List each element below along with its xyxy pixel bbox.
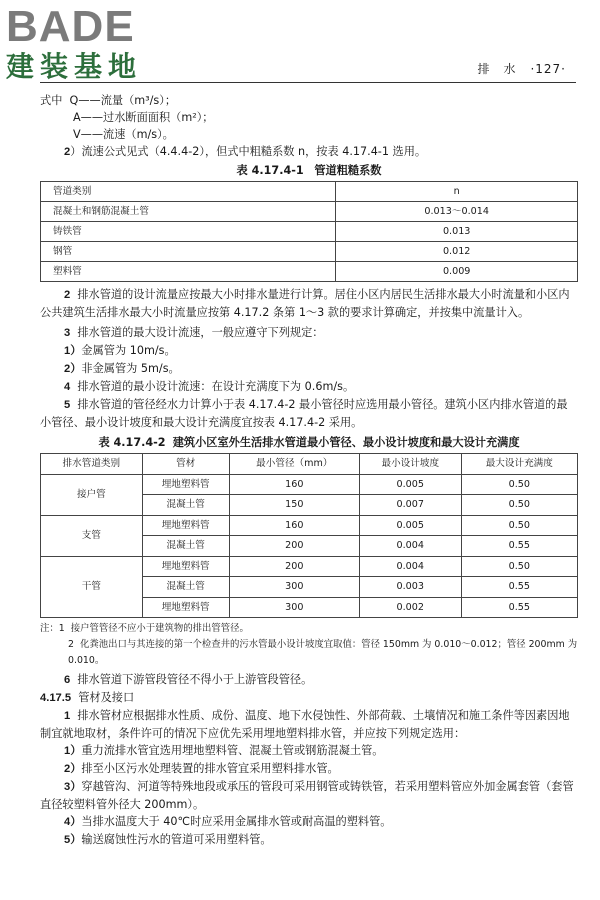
brand-logo bbox=[6, 4, 142, 84]
table1-caption-num: 表 4.17.4-1 bbox=[236, 164, 304, 177]
table-cell: 0.013 bbox=[336, 222, 578, 242]
table-cell: 0.005 bbox=[359, 474, 461, 495]
table-category-cell: 干管 bbox=[41, 556, 143, 618]
item-num: 4） bbox=[64, 816, 82, 828]
formula-def-q bbox=[40, 92, 578, 109]
item-num: 2） bbox=[64, 763, 82, 775]
table-row bbox=[41, 556, 578, 577]
table-cell: 0.003 bbox=[359, 577, 461, 598]
item-text: 非金属管为 5m/s。 bbox=[81, 362, 180, 375]
table-cell: 0.50 bbox=[461, 515, 577, 536]
table-header-row bbox=[41, 454, 578, 475]
formula-prefix: 式中 bbox=[40, 94, 63, 107]
table-cell: 混凝土管 bbox=[142, 536, 229, 557]
clause-2-num: 2 bbox=[64, 289, 71, 301]
item-text: 金属管为 10m/s。 bbox=[81, 344, 176, 357]
table-roughness bbox=[40, 181, 578, 282]
clause-3-text: 排水管道的最大设计流速，一般应遵守下列规定： bbox=[77, 326, 324, 339]
clause-2-text: 排水管道的设计流量应按最大小时排水量进行计算。居住小区内居民生活排水最大小时流量和小区内公共建筑生活排水最大小时流量应按第 4.17.2 条第 1～3 款的要求计算确定，并按集中流量计入。 bbox=[40, 288, 570, 319]
formula-def-a: A——过水断面面积（m²）； bbox=[73, 111, 214, 124]
table-cell: 200 bbox=[229, 556, 359, 577]
table-cell: 160 bbox=[229, 474, 359, 495]
table-row bbox=[41, 515, 578, 536]
table1-caption bbox=[40, 162, 578, 179]
table-min-pipe-size bbox=[40, 453, 578, 618]
section-4-17-5-heading bbox=[40, 689, 578, 707]
note-2-text: 化粪池出口与其连接的第一个检查井的污水管最小设计坡度宜取值：管径 150mm 为 0.010～0.012；管径 200mm 为 0.010。 bbox=[68, 639, 578, 666]
section-number: 4.17.5 bbox=[40, 692, 72, 704]
table2-caption bbox=[40, 434, 578, 451]
table-cell: 0.55 bbox=[461, 577, 577, 598]
clause-5-text: 排水管道的管径经水力计算小于表 4.17.4-2 最小管径时应选用最小管径。建筑小区内排水管道的最小管径、最小设计坡度和最大设计充满度宜按表 4.17.4-2 采用。 bbox=[40, 398, 568, 429]
table-row bbox=[41, 262, 578, 282]
item-num: 2） bbox=[64, 363, 82, 375]
table-cell: 150 bbox=[229, 495, 359, 516]
table-row bbox=[41, 474, 578, 495]
s5-item-5 bbox=[40, 831, 578, 849]
item-text: 重力流排水管宜选用埋地塑料管、混凝土管或钢筋混凝土管。 bbox=[81, 744, 384, 757]
clause-3-item-1 bbox=[40, 342, 578, 360]
note-1-text: 接户管管径不应小于建筑物的排出管管径。 bbox=[70, 623, 249, 634]
s5-item-2 bbox=[40, 760, 578, 778]
table-cell: 0.012 bbox=[336, 242, 578, 262]
running-header bbox=[477, 60, 566, 77]
paragraph-2-num: 2 bbox=[64, 146, 71, 158]
table-cell: 0.55 bbox=[461, 597, 577, 618]
table-header-cell: 最大设计充满度 bbox=[461, 454, 577, 475]
table-header-cell: n bbox=[336, 182, 578, 202]
note-1 bbox=[40, 621, 578, 637]
s5-item-4 bbox=[40, 813, 578, 831]
table-cell: 钢管 bbox=[41, 242, 336, 262]
page-number: ·127· bbox=[530, 62, 566, 76]
item-num: 1） bbox=[64, 345, 82, 357]
item-text: 当排水温度大于 40℃时应采用金属排水管或耐高温的塑料管。 bbox=[81, 815, 392, 828]
page-body bbox=[40, 92, 578, 849]
clause-6 bbox=[40, 671, 578, 689]
table-cell: 0.50 bbox=[461, 556, 577, 577]
table-cell: 200 bbox=[229, 536, 359, 557]
table-row bbox=[41, 202, 578, 222]
header-section-title: 排 水 bbox=[477, 62, 517, 76]
table-cell: 埋地塑料管 bbox=[142, 597, 229, 618]
table-header-cell: 管道类别 bbox=[41, 182, 336, 202]
table-notes bbox=[40, 621, 578, 669]
item-text: 排至小区污水处理装置的排水管宜采用塑料排水管。 bbox=[81, 762, 339, 775]
table-row bbox=[41, 242, 578, 262]
table-cell: 混凝土管 bbox=[142, 495, 229, 516]
table-cell: 混凝土管 bbox=[142, 577, 229, 598]
s5-item-1 bbox=[40, 742, 578, 760]
formula-def-q-text: Q——流量（m³/s）； bbox=[69, 94, 177, 107]
table-category-cell: 支管 bbox=[41, 515, 143, 556]
table-cell: 塑料管 bbox=[41, 262, 336, 282]
table-cell: 300 bbox=[229, 597, 359, 618]
clause-5 bbox=[40, 396, 578, 431]
clause-4-num: 4 bbox=[64, 381, 71, 393]
item-num: 3） bbox=[64, 781, 82, 793]
item-text: 输送腐蚀性污水的管道可采用塑料管。 bbox=[81, 833, 272, 846]
table2-caption-title: 建筑小区室外生活排水管道最小管径、最小设计坡度和最大设计充满度 bbox=[172, 436, 520, 449]
clause-4 bbox=[40, 378, 578, 396]
table-cell: 埋地塑料管 bbox=[142, 515, 229, 536]
table-cell: 0.007 bbox=[359, 495, 461, 516]
table-cell: 埋地塑料管 bbox=[142, 474, 229, 495]
clause-5-num: 5 bbox=[64, 399, 71, 411]
table-cell: 300 bbox=[229, 577, 359, 598]
s5-clause-1-num: 1 bbox=[64, 710, 71, 722]
table-header-row bbox=[41, 182, 578, 202]
table2-caption-num: 表 4.17.4-2 bbox=[98, 436, 166, 449]
formula-def-v: V——流速（m/s）。 bbox=[73, 128, 174, 141]
table-cell: 0.005 bbox=[359, 515, 461, 536]
item-num: 5） bbox=[64, 834, 82, 846]
table-cell: 铸铁管 bbox=[41, 222, 336, 242]
note-2 bbox=[40, 637, 578, 669]
clause-3-num: 3 bbox=[64, 327, 71, 339]
table-cell: 0.50 bbox=[461, 495, 577, 516]
paragraph-2: 2）流速公式见式（4.4.4-2），但式中粗糙系数 n，按表 4.17.4-1 选用。 bbox=[64, 145, 427, 158]
table-cell: 0.013～0.014 bbox=[336, 202, 578, 222]
item-num: 1） bbox=[64, 745, 82, 757]
clause-3 bbox=[40, 324, 578, 342]
table-cell: 0.55 bbox=[461, 536, 577, 557]
table-cell: 埋地塑料管 bbox=[142, 556, 229, 577]
table-cell: 0.004 bbox=[359, 536, 461, 557]
s5-item-3 bbox=[40, 778, 578, 813]
logo-chinese-name: 建装基地 bbox=[6, 50, 143, 83]
note-2-num: 2 bbox=[68, 639, 74, 650]
clause-3-item-2 bbox=[40, 360, 578, 378]
table-cell: 0.002 bbox=[359, 597, 461, 618]
table-header-cell: 管材 bbox=[142, 454, 229, 475]
table-category-cell: 接户管 bbox=[41, 474, 143, 515]
table-cell: 0.004 bbox=[359, 556, 461, 577]
table-cell: 0.50 bbox=[461, 474, 577, 495]
clause-2 bbox=[40, 286, 578, 321]
table-row bbox=[41, 222, 578, 242]
section-title: 管材及接口 bbox=[78, 691, 135, 704]
table-cell: 160 bbox=[229, 515, 359, 536]
clause-6-text: 排水管道下游管段管径不得小于上游管段管径。 bbox=[77, 673, 313, 686]
clause-4-text: 排水管道的最小设计流速：在设计充满度下为 0.6m/s。 bbox=[77, 380, 355, 393]
s5-clause-1-text: 排水管材应根据排水性质、成份、温度、地下水侵蚀性、外部荷载、土壤情况和施工条件等因素因地制宜就地取材，条件许可的情况下应优先采用埋地塑料排水管，并应按下列规定选用： bbox=[40, 709, 570, 740]
table-header-cell: 最小管径（mm） bbox=[229, 454, 359, 475]
logo-wordmark: BADE bbox=[6, 2, 135, 51]
paragraph-2-text: 流速公式见式（4.4.4-2），但式中粗糙系数 n，按表 4.17.4-1 选用。 bbox=[81, 145, 427, 158]
table1-caption-title: 管道粗糙系数 bbox=[314, 164, 382, 177]
table-header-cell: 最小设计坡度 bbox=[359, 454, 461, 475]
table-cell: 0.009 bbox=[336, 262, 578, 282]
table-header-cell: 排水管道类别 bbox=[41, 454, 143, 475]
item-text: 穿越管沟、河道等特殊地段或承压的管段可采用钢管或铸铁管，若采用塑料管应外加金属套管（套管直径较塑料管外径大 200mm）。 bbox=[40, 780, 574, 811]
table-cell: 混凝土和钢筋混凝土管 bbox=[41, 202, 336, 222]
clause-6-num: 6 bbox=[64, 674, 71, 686]
note-label: 注：1 bbox=[40, 623, 65, 634]
s5-clause-1 bbox=[40, 707, 578, 742]
header-rule bbox=[40, 82, 576, 83]
